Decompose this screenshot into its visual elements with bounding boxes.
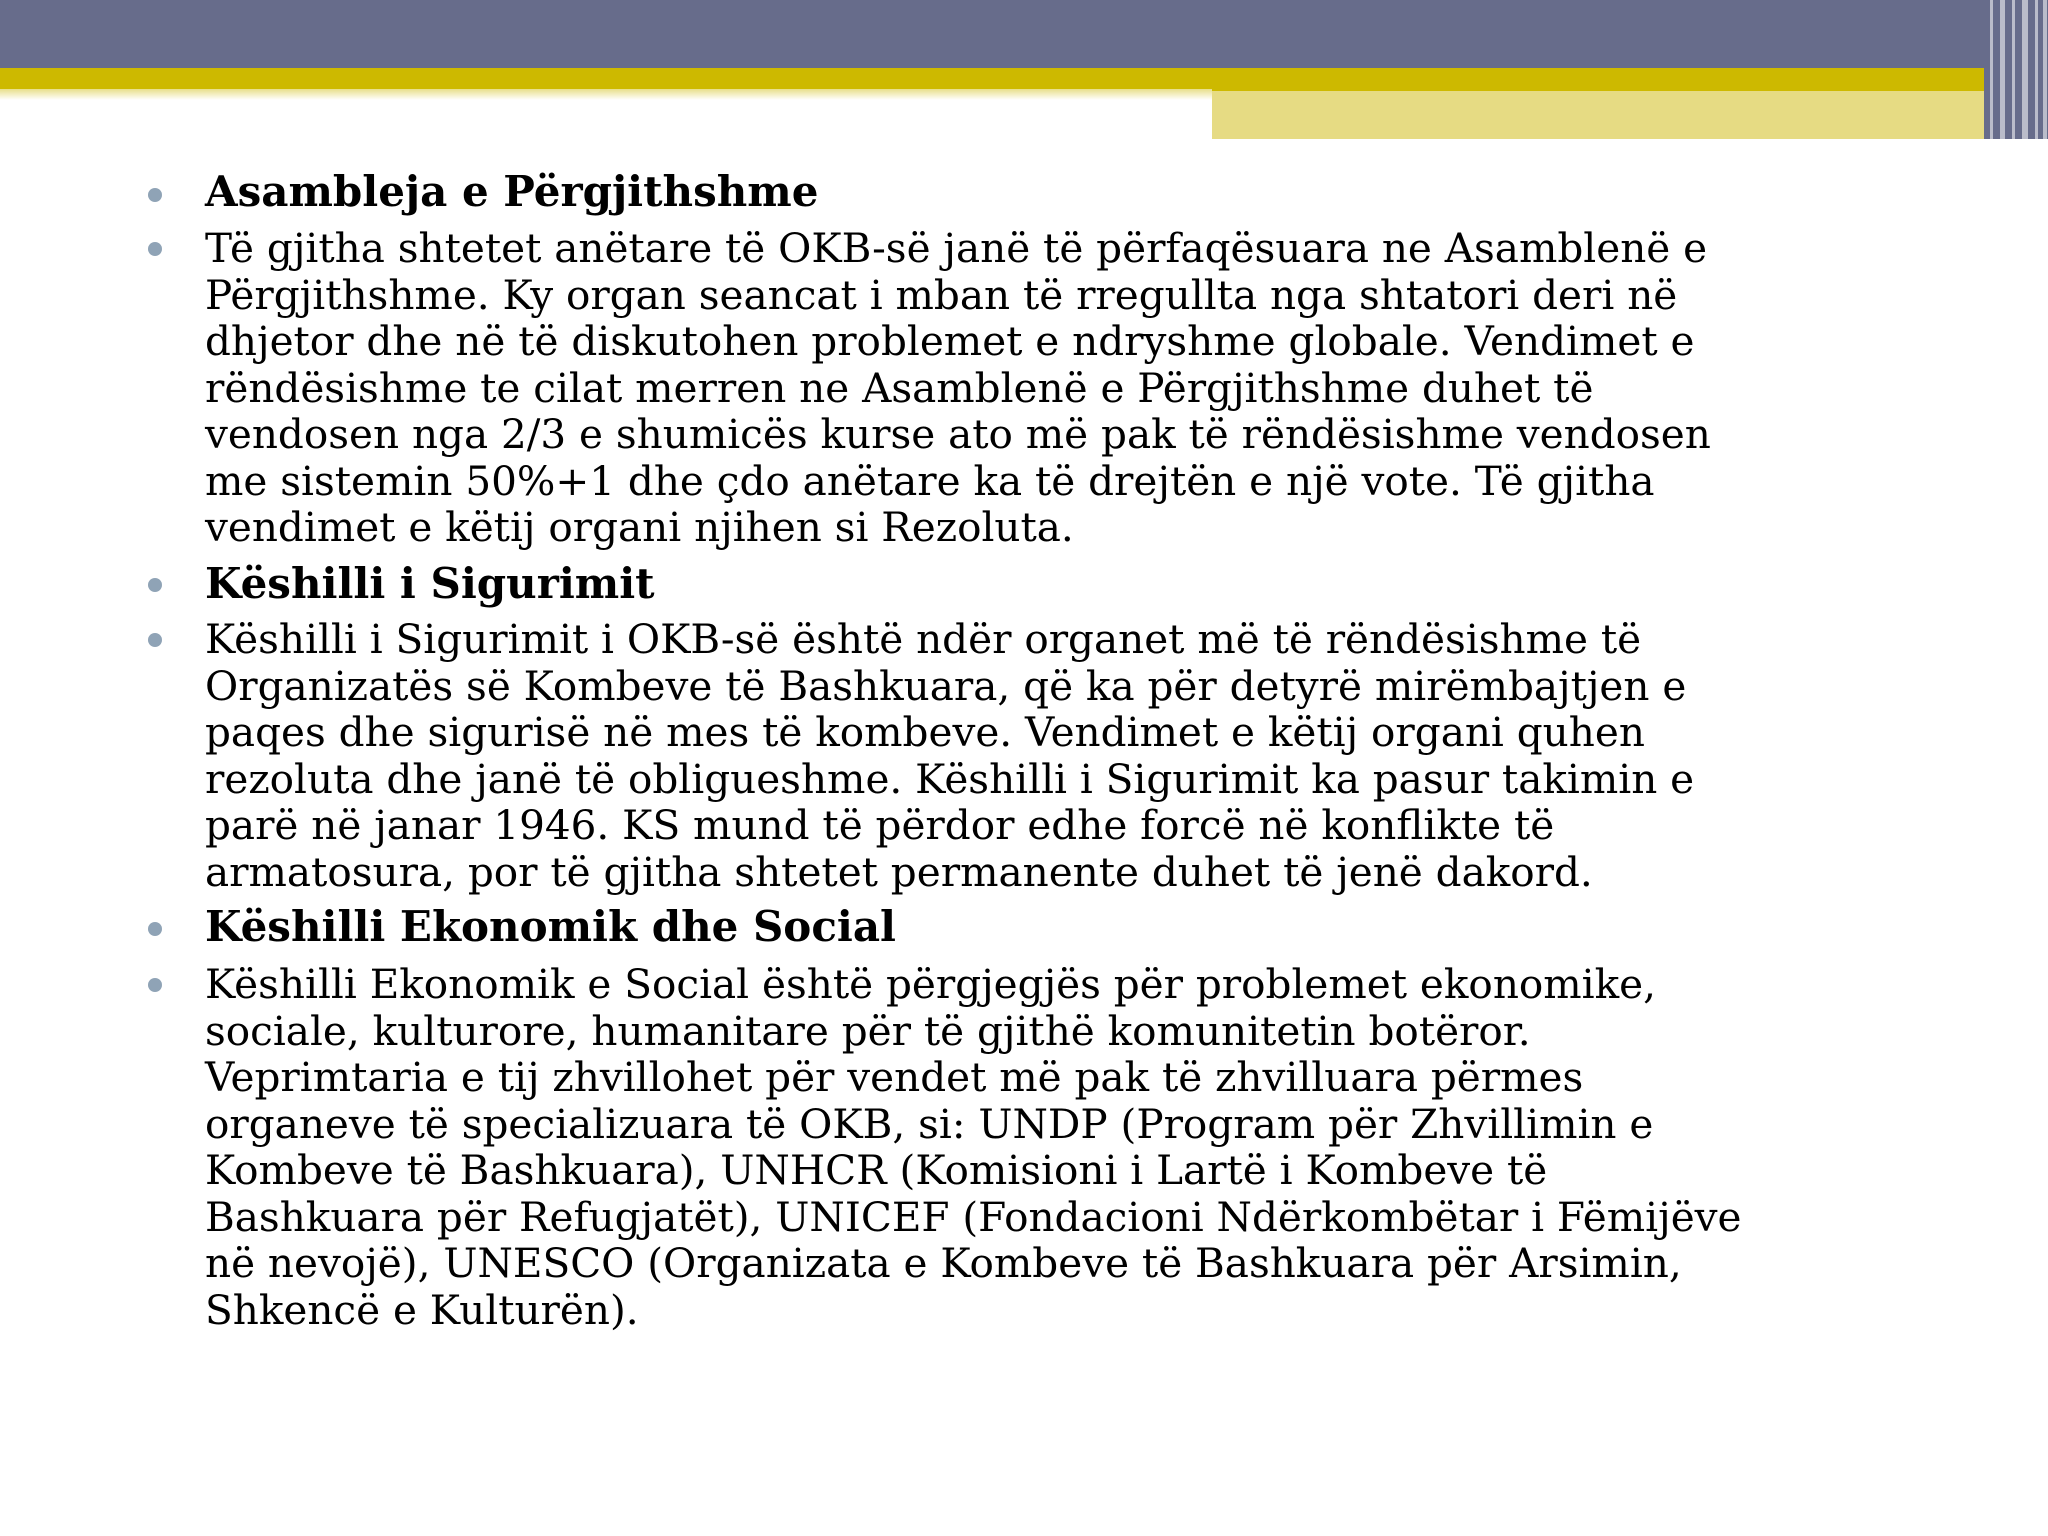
bullet-icon: [148, 978, 162, 992]
bullet-icon: [148, 922, 162, 936]
body-line: vendimet e këtij organi njihen si Rezoluta.: [205, 503, 1074, 551]
body-line: Bashkuara për Refugjatët), UNICEF (Fondacioni Ndërkombëtar i Fëmijëve: [205, 1192, 1742, 1241]
body-line: paqes dhe sigurisë në mes të kombeve. Vendimet e këtij organi quhen: [205, 708, 1645, 756]
body-line: me sistemin 50%+1 dhe çdo anëtare ka të drejtën e një vote. Të gjitha: [205, 456, 1655, 505]
body-line: Veprimtaria e tij zhvillohet për vendet më pak të zhvilluara përmes: [205, 1053, 1584, 1101]
body-line: vendosen nga 2/3 e shumicës kurse ato më pak të rëndësishme vendosen: [205, 410, 1711, 458]
body-line: rezoluta dhe janë të obligueshme. Këshilli i Sigurimit ka pasur takimin e: [205, 754, 1695, 803]
body-line: parë në janar 1946. KS mund të përdor edhe forcë në konflikte të: [205, 801, 1555, 849]
body-line: dhjetor dhe në të diskutohen problemet e ndryshme globale. Vendimet e: [205, 317, 1695, 365]
body-line: Këshilli i Sigurimit i OKB-së është ndër organet më të rëndësishme të: [205, 615, 1642, 663]
body-line: rëndësishme te cilat merren ne Asamblenë e Përgjithshme duhet të: [205, 363, 1594, 412]
section-heading: [205, 169, 1895, 216]
bullet-icon: [148, 578, 162, 592]
heading-text: Asambleja e Përgjithshme: [205, 167, 819, 216]
section-body: [205, 961, 1895, 1333]
section-body: [205, 616, 1895, 895]
bullet-icon: [148, 633, 162, 647]
section-body: [205, 225, 1895, 551]
body-line: Organizatës së Kombeve të Bashkuara, që ka për detyrë mirëmbajtjen e: [205, 661, 1687, 710]
body-line: Shkencë e Kulturën).: [205, 1285, 639, 1334]
bullet-icon: [148, 242, 162, 256]
body-line: në nevojë), UNESCO (Organizata e Kombeve të Bashkuara për Arsimin,: [205, 1239, 1682, 1287]
body-line: Kombeve të Bashkuara), UNHCR (Komisioni i Lartë i Kombeve të: [205, 1146, 1548, 1194]
section-heading: [205, 904, 1895, 951]
heading-text: Këshilli i Sigurimit: [205, 559, 655, 608]
body-line: Përgjithshme. Ky organ seancat i mban të rregullta nga shtatori deri në: [205, 270, 1678, 319]
bullet-icon: [148, 188, 162, 202]
section-heading: [205, 561, 1895, 608]
body-line: organeve të specializuara të OKB, si: UNDP (Program për Zhvillimin e: [205, 1099, 1654, 1148]
heading-text: Këshilli Ekonomik dhe Social: [205, 902, 897, 951]
body-line: armatosura, por të gjitha shtetet permanente duhet të jenë dakord.: [205, 847, 1593, 896]
body-line: Këshilli Ekonomik e Social është përgjegjës për problemet ekonomike,: [205, 960, 1657, 1008]
body-line: sociale, kulturore, humanitare për të gjithë komunitetin botëror.: [205, 1006, 1531, 1055]
body-line: Të gjitha shtetet anëtare të OKB-së janë të përfaqësuara ne Asamblenë e: [205, 224, 1708, 272]
